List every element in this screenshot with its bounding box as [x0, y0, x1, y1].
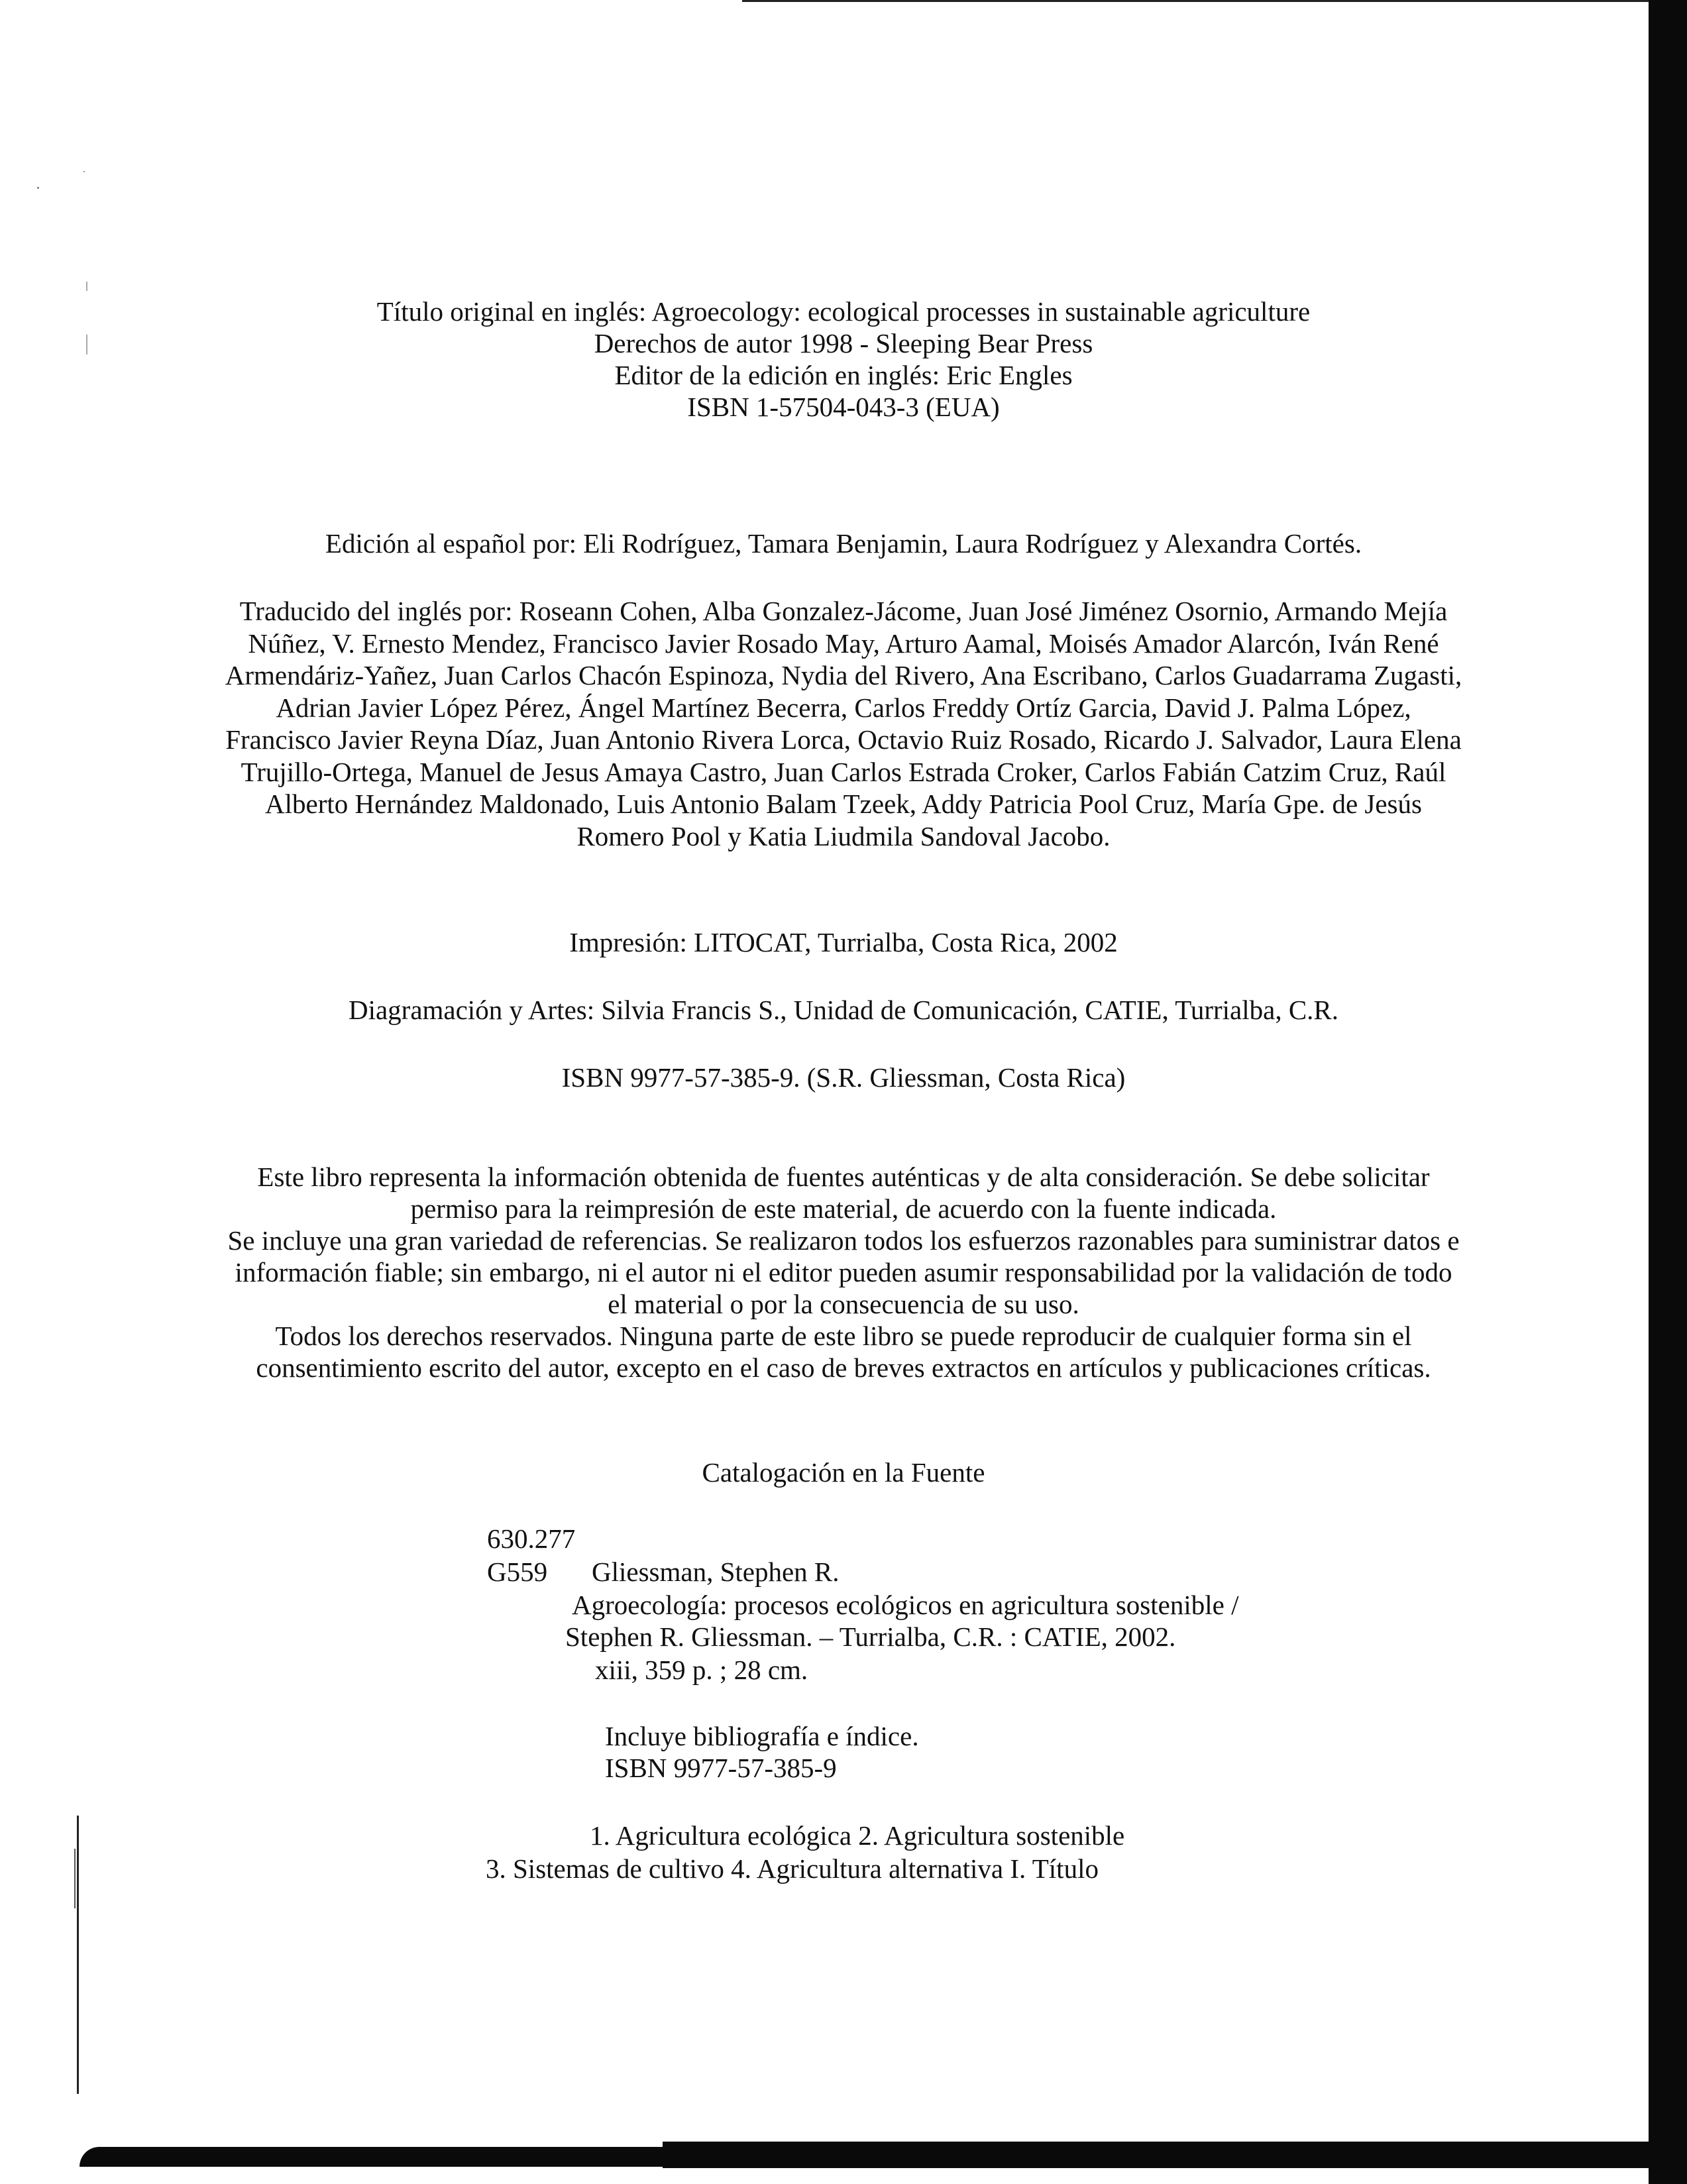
- translators-line: Francisco Javier Reyna Díaz, Juan Antonio Rivera Lorca, Octavio Ruiz Rosado, Ricardo J. Salvador, Laura Elena: [225, 724, 1462, 755]
- translators-line: Trujillo-Ortega, Manuel de Jesus Amaya Castro, Juan Carlos Estrada Croker, Carlos Fabián Catzim Cruz, Raúl: [241, 756, 1446, 787]
- scan-edge-bottom-tail: [663, 2142, 1657, 2168]
- isbn-cr-block: [0, 1062, 1687, 1093]
- translators-line: Romero Pool y Katia Liudmila Sandoval Jacobo.: [576, 820, 1111, 851]
- translators-line: Traducido del inglés por: Roseann Cohen, Alba Gonzalez-Jácome, Juan José Jiménez Osornio, Armando Mejía: [239, 596, 1448, 626]
- legal-line: Este libro representa la información obtenida de fuentes auténticas y de alta consideración. Se debe solicitar: [257, 1162, 1430, 1192]
- scan-edge-left-mark: [77, 1816, 79, 2094]
- legal-line: Se incluye una gran variedad de referencias. Se realizaron todos los esfuerzos razonables para suministrar datos e: [227, 1225, 1460, 1256]
- cataloging-heading-block: [0, 1456, 1687, 1488]
- english-editor-line: Editor de la edición en inglés: Eric Engles: [614, 360, 1073, 390]
- original-title-line: Título original en inglés: Agroecology: ecological processes in sustainable agriculture: [376, 296, 1311, 327]
- layout-credit-line: Diagramación y Artes: Silvia Francis S., Unidad de Comunicación, CATIE, Turrialba, C.R.: [348, 995, 1339, 1025]
- spanish-edition-line: Edición al español por: Eli Rodríguez, Tamara Benjamin, Laura Rodríguez y Alexandra Cortés.: [325, 528, 1362, 559]
- catalog-title-line: Agroecología: procesos ecológicos en agricultura sostenible /: [572, 1590, 1239, 1620]
- translators-line: Adrian Javier López Pérez, Ángel Martínez Becerra, Carlos Freddy Ortíz Garcia, David J. Palma López,: [276, 692, 1411, 723]
- catalog-isbn: ISBN 9977-57-385-9: [605, 1753, 837, 1783]
- layout-credit-block: [0, 994, 1687, 1026]
- catalog-author: Gliessman, Stephen R.: [592, 1556, 840, 1587]
- catalog-physical-description: xiii, 359 p. ; 28 cm.: [595, 1655, 808, 1685]
- translators-line: Armendáriz-Yañez, Juan Carlos Chacón Espinoza, Nydia del Rivero, Ana Escribano, Carlos Guadarrama Zugasti,: [225, 660, 1462, 690]
- legal-line: el material o por la consecuencia de su uso.: [608, 1289, 1079, 1319]
- scan-edge-left-mark-2: [74, 1849, 76, 1908]
- translators-line: Núñez, V. Ernesto Mendez, Francisco Javier Rosado May, Arturo Aamal, Moisés Amador Alarcón, Iván René: [248, 628, 1439, 659]
- legal-line: Todos los derechos reservados. Ninguna parte de este libro se puede reproducir de cualquier forma sin el: [275, 1321, 1412, 1351]
- scan-edge-top: [742, 0, 1657, 2]
- scan-speck: [37, 187, 39, 189]
- catalog-subjects-line: 3. Sistemas de cultivo 4. Agricultura alternativa I. Título: [486, 1853, 1099, 1884]
- copyright-line: Derechos de autor 1998 - Sleeping Bear Press: [594, 328, 1093, 358]
- printing-line: Impresión: LITOCAT, Turrialba, Costa Rica, 2002: [569, 927, 1118, 957]
- legal-line: permiso para la reimpresión de este material, de acuerdo con la fuente indicada.: [410, 1193, 1277, 1224]
- translators-line: Alberto Hernández Maldonado, Luis Antonio Balam Tzeek, Addy Patricia Pool Cruz, María Gpe. de Jesús: [265, 789, 1422, 819]
- scan-speck: [86, 282, 87, 291]
- isbn-cr-line: ISBN 9977-57-385-9. (S.R. Gliessman, Costa Rica): [561, 1062, 1126, 1093]
- scan-speck: [83, 171, 85, 172]
- translators-block: [0, 595, 1687, 852]
- original-title-block: [0, 296, 1687, 423]
- legal-line: consentimiento escrito del autor, excepto en el caso de breves extractos en artículos y publicaciones críticas.: [256, 1352, 1431, 1383]
- spanish-edition-block: [0, 527, 1687, 559]
- catalog-cutter-number: G559: [487, 1556, 548, 1587]
- legal-line: información fiable; sin embargo, ni el autor ni el editor pueden asumir responsabilidad por la validación de todo: [235, 1257, 1452, 1287]
- catalog-subjects-line: 1. Agricultura ecológica 2. Agricultura sostenible: [590, 1820, 1125, 1851]
- legal-notice-block: [0, 1161, 1687, 1384]
- isbn-usa-line: ISBN 1-57504-043-3 (EUA): [687, 392, 1000, 422]
- catalog-note: Incluye bibliografía e índice.: [605, 1721, 919, 1751]
- catalog-title-line: Stephen R. Gliessman. – Turrialba, C.R. : CATIE, 2002.: [565, 1621, 1176, 1652]
- printing-block: [0, 926, 1687, 958]
- catalog-class-number: 630.277: [487, 1523, 576, 1554]
- cataloging-heading: Catalogación en la Fuente: [702, 1457, 985, 1488]
